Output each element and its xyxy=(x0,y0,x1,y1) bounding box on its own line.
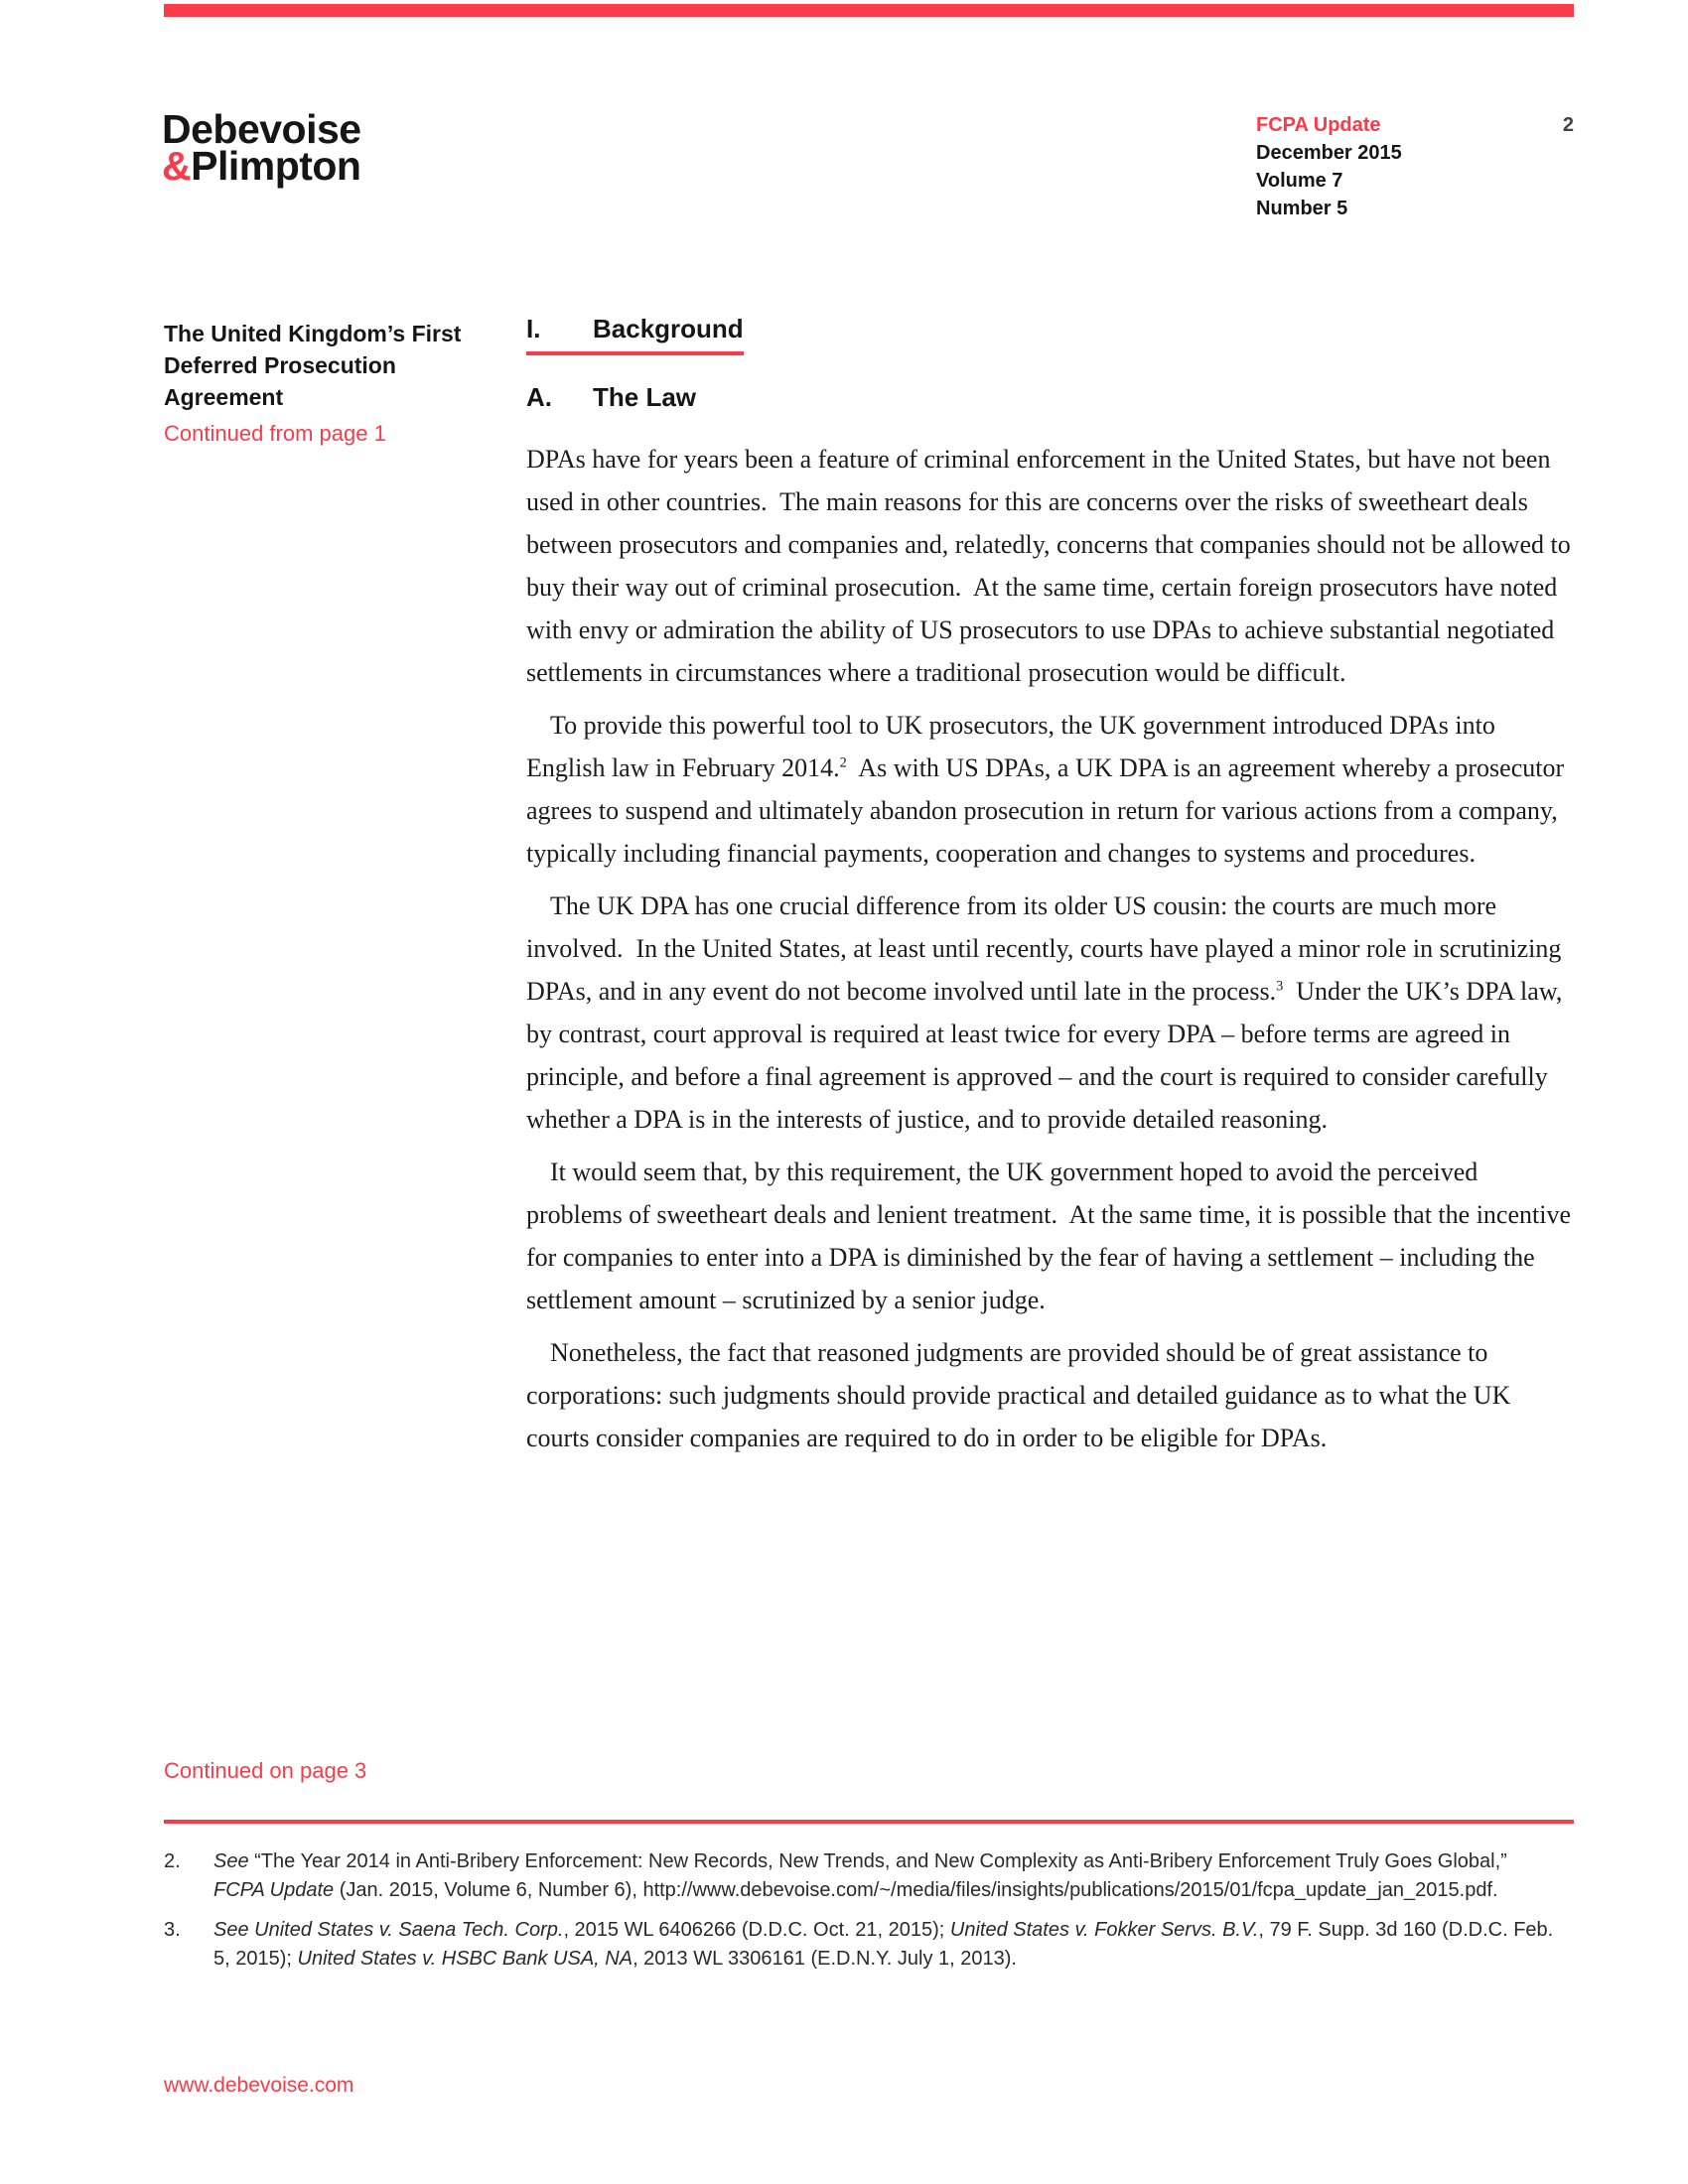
body-paragraph: DPAs have for years been a feature of criminal enforcement in the United States, but have not been used in other countries. The main reasons for this are concerns over the risks of sweetheart deals between prosecutors and companies and, relatedly, concerns that companies should not be allowed to buy their way out of criminal prosecution. At the same time, certain foreign prosecutors have noted with envy or admiration the ability of US prosecutors to use DPAs to achieve substantial negotiated settlements in circumstances where a traditional prosecution would be difficult. xyxy=(526,445,1571,687)
body-paragraph: To provide this powerful tool to UK prosecutors, the UK government introduced DPAs into English law in February 2014.$^2$ As with US DPAs, a UK DPA is an agreement whereby a prosecutor agrees to suspend and ultimately abandon prosecution in return for various actions from a company, typically including financial payments, cooperation and changes to systems and procedures. xyxy=(526,711,1565,868)
subsection-heading xyxy=(526,382,1571,413)
body-paragraph: It would seem that, by this requirement, the UK government hoped to avoid the perceived problems of sweetheart deals and lenient treatment. At the same time, it is possible that the incentive for companies to enter into a DPA is diminished by the fear of having a settlement – including the settlement amount – scrutinized by a senior judge. xyxy=(526,1158,1571,1314)
subsection-title: The Law xyxy=(593,382,697,412)
issue-volume: Volume 7 xyxy=(1256,170,1343,192)
publication-title: FCPA Update xyxy=(1256,114,1381,136)
continued-from-note: Continued from page 1 xyxy=(164,421,386,446)
footnote-divider-rule xyxy=(164,1820,1574,1824)
subsection-letter: A. xyxy=(526,382,552,412)
issue-number: Number 5 xyxy=(1256,198,1348,219)
brand-line-1: Debevoise xyxy=(162,106,361,152)
continued-on-note: Continued on page 3 xyxy=(164,1758,367,1783)
footnote xyxy=(164,1847,1554,1905)
footnotes xyxy=(164,1847,1554,1984)
body-paragraph: Nonetheless, the fact that reasoned judgments are provided should be of great assistance to corporations: such judgments should provide practical and detailed guidance as to what the UK courts consider companies are required to do in order to be eligible for DPAs. xyxy=(526,1338,1511,1452)
article-sidebar xyxy=(164,318,482,448)
body-paragraphs xyxy=(526,438,1571,1459)
brand-logo xyxy=(162,106,361,189)
main-column xyxy=(526,314,1571,1469)
issue-masthead xyxy=(1256,111,1402,222)
footnote-number: 3. xyxy=(164,1919,181,1941)
article-title: The United Kingdom’s First Deferred Prosecution Agreement xyxy=(164,321,462,410)
footnote-text: See “The Year 2014 in Anti-Bribery Enforcement: New Records, New Trends, and New Complexity as Anti-Bribery Enforcement Truly Goes Global,” FCPA Update (Jan. 2015, Volume 6, Number 6), http://www.debevoise.com/~/media/files/insights/publications/2015/01/fcpa_update_jan_2015.pdf. xyxy=(213,1850,1507,1901)
footnote-text: See United States v. Saena Tech. Corp., 2015 WL 6406266 (D.D.C. Oct. 21, 2015); United States v. Fokker Servs. B.V., 79 F. Supp. 3d 160 (D.D.C. Feb. 5, 2015); United States v. HSBC Bank USA, NA, 2013 WL 3306161 (E.D.N.Y. July 1, 2013). xyxy=(213,1919,1554,1970)
brand-ampersand: & xyxy=(162,143,192,189)
website-link[interactable]: www.debevoise.com xyxy=(164,2074,354,2097)
footnote xyxy=(164,1916,1554,1974)
footnote-number: 2. xyxy=(164,1850,181,1872)
top-accent-bar xyxy=(164,4,1574,17)
body-paragraph: The UK DPA has one crucial difference from its older US cousin: the courts are much more involved. In the United States, at least until recently, courts have played a minor role in scrutinizing DPAs, and in any event do not become involved until late in the process.$^3$ Under the UK’s DPA law, by contrast, court approval is required at least twice for every DPA – before terms are agreed in principle, and before a final agreement is approved – and the court is required to consider carefully whether a DPA is in the interests of justice, and to provide detailed reasoning. xyxy=(526,891,1563,1134)
page-number: 2 xyxy=(1562,114,1574,136)
section-heading xyxy=(526,314,744,355)
section-title: Background xyxy=(593,314,744,343)
brand-line-2: &Plimpton xyxy=(162,143,361,189)
section-numeral: I. xyxy=(526,314,541,343)
issue-date: December 2015 xyxy=(1256,142,1402,164)
